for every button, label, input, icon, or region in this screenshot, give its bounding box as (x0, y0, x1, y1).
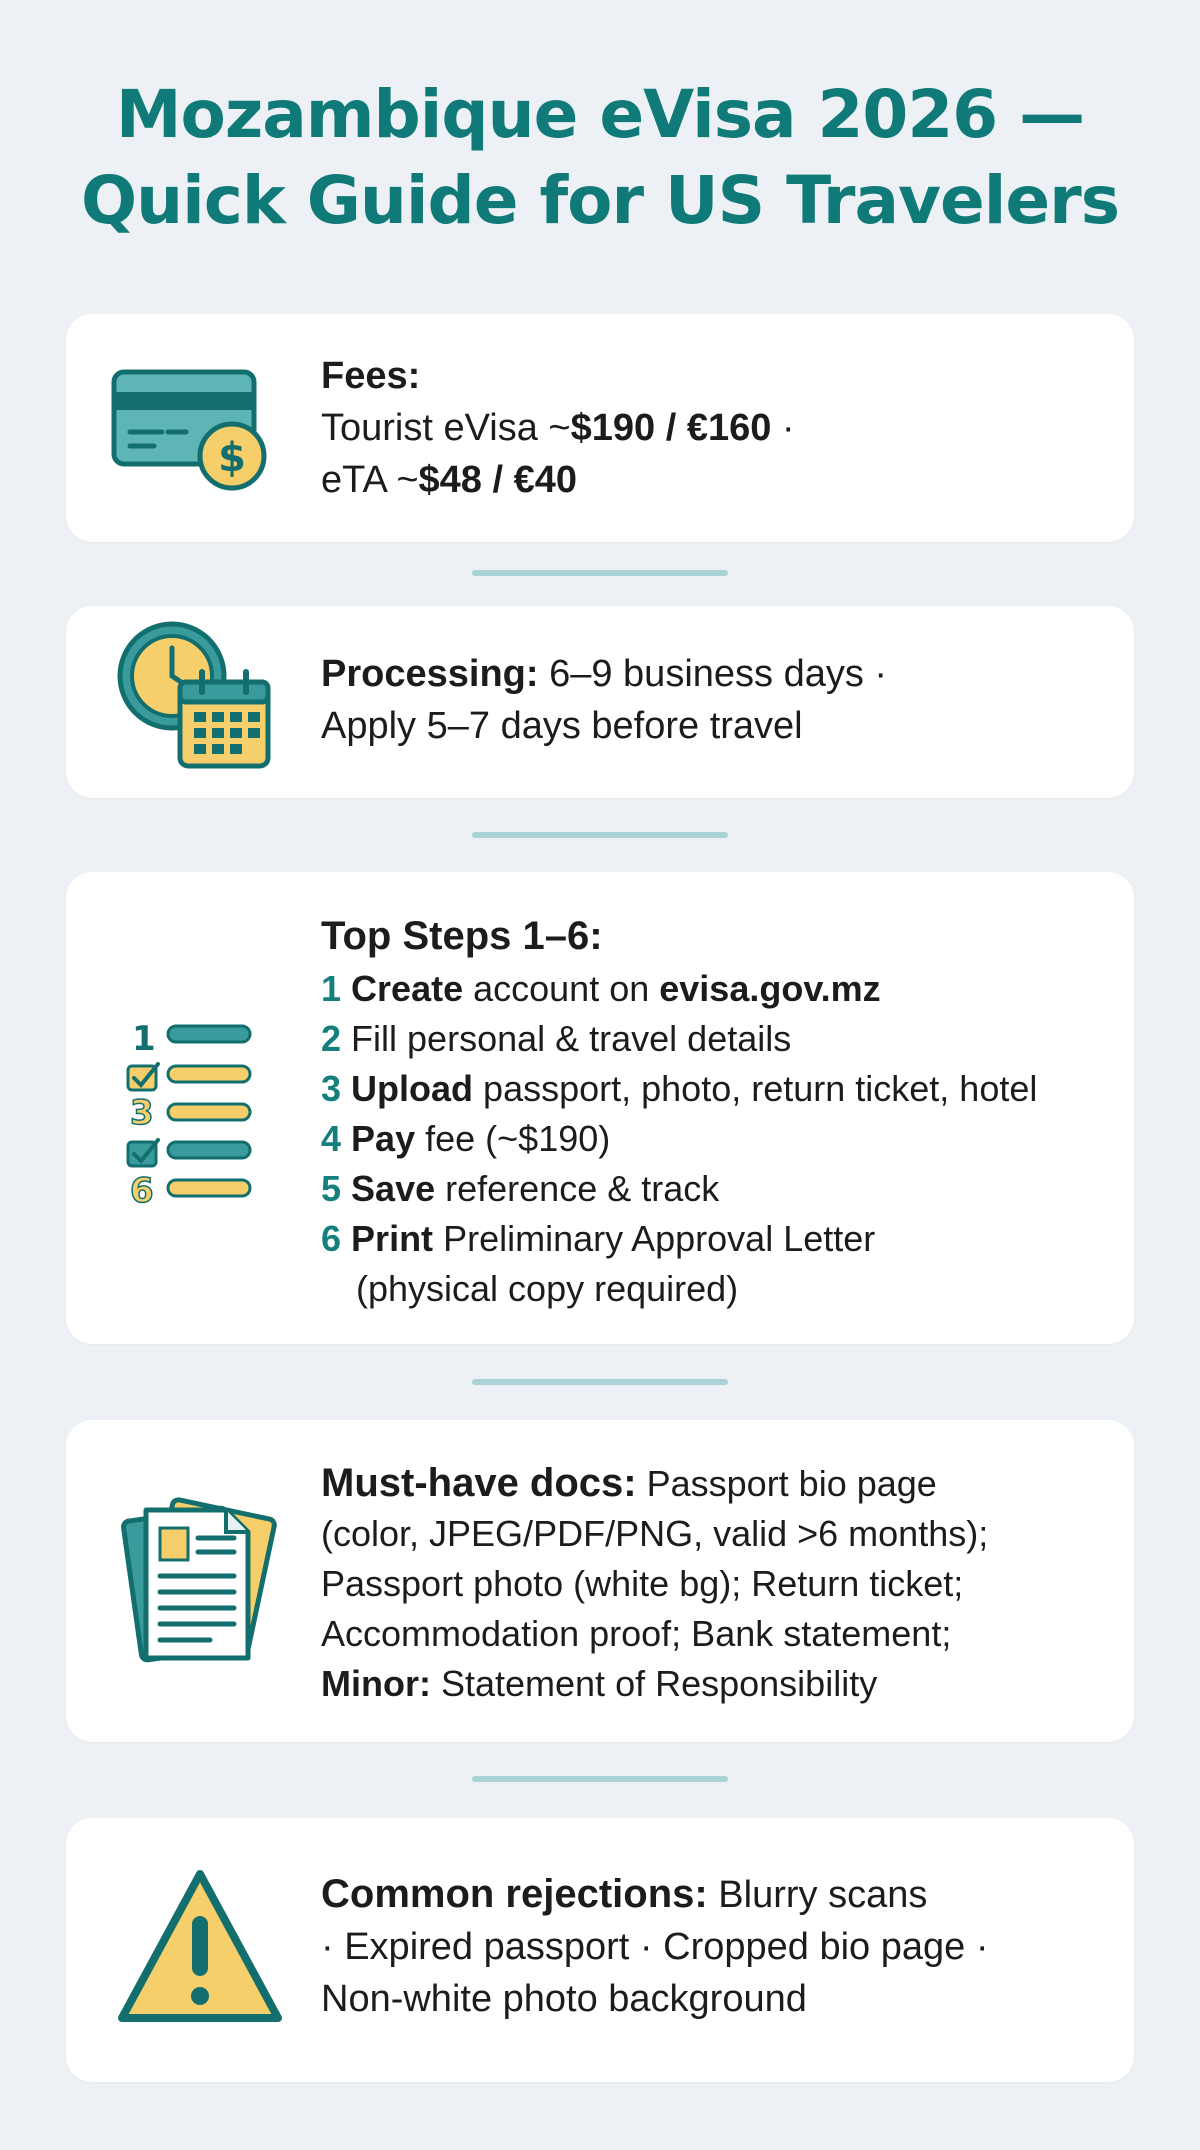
step-2 (321, 1014, 1114, 1064)
rejections-card (66, 1818, 1134, 2082)
step-number: 6 (321, 1218, 342, 1259)
divider (472, 1776, 728, 1782)
processing-heading: Processing: (321, 653, 539, 695)
warning-triangle-icon (110, 1860, 290, 2040)
fees-heading: Fees: (321, 355, 421, 397)
step-action: Print (351, 1218, 434, 1259)
credit-card-dollar-icon (110, 334, 290, 514)
svg-text:6: 6 (130, 1171, 154, 1211)
step-5 (321, 1164, 1114, 1214)
fees-separator: · (771, 407, 795, 449)
step-text: account on (463, 968, 660, 1009)
step-number: 5 (321, 1168, 342, 1209)
step-action: Upload (351, 1068, 474, 1109)
docs-minor-label: Minor: (321, 1663, 431, 1704)
step-number: 1 (321, 968, 342, 1009)
step-action: Create (351, 968, 464, 1009)
docs-accommodation-bank: Accommodation proof; Bank statement; (321, 1613, 952, 1654)
tourist-evisa-label: Tourist eVisa ~ (321, 407, 571, 449)
steps-heading: Top Steps 1–6: (321, 914, 603, 958)
processing-text (321, 648, 1114, 752)
docs-card (66, 1420, 1134, 1742)
rejection-expired-cropped: · Expired passport · Cropped bio page · (321, 1926, 989, 1968)
step-number: 2 (321, 1018, 342, 1059)
checklist-icon (110, 1008, 290, 1211)
step-6 (321, 1214, 1114, 1264)
svg-text:3: 3 (130, 1093, 154, 1133)
steps-list (321, 964, 1114, 1264)
rejection-blurry: Blurry scans (707, 1874, 928, 1916)
rejections-text (321, 1868, 1114, 2025)
docs-photo-ticket: Passport photo (white bg); Return ticket; (321, 1563, 964, 1604)
clock-calendar-icon (110, 612, 290, 792)
step-action: Pay (351, 1118, 416, 1159)
eta-label: eTA ~ (321, 459, 419, 501)
title-line-2: Quick Guide for US Travelers (80, 162, 1120, 239)
step-6-continuation: (physical copy required) (356, 1268, 739, 1309)
docs-text (321, 1458, 1114, 1709)
step-link-text: evisa.gov.mz (659, 968, 881, 1009)
title-line-1: Mozambique eVisa 2026 — (115, 76, 1085, 153)
step-number: 4 (321, 1118, 342, 1159)
svg-text:1: 1 (132, 1019, 156, 1059)
processing-duration: 6–9 business days · (538, 653, 888, 695)
rejection-photo-background: Non-white photo background (321, 1978, 807, 2020)
step-1 (321, 964, 1114, 1014)
documents-icon (110, 1490, 290, 1670)
step-text: Preliminary Approval Letter (433, 1218, 876, 1259)
divider (472, 1379, 728, 1385)
divider (472, 832, 728, 838)
svg-text:$: $ (218, 435, 246, 481)
divider (472, 570, 728, 576)
page-title (0, 72, 1200, 244)
step-text: fee (~$190) (415, 1118, 611, 1159)
step-text: Fill personal & travel details (351, 1018, 792, 1059)
step-action: Save (351, 1168, 436, 1209)
eta-fee: $48 / €40 (418, 459, 578, 501)
step-text: reference & track (435, 1168, 720, 1209)
processing-advice: Apply 5–7 days before travel (321, 705, 803, 747)
steps-text (321, 908, 1114, 1314)
rejections-heading: Common rejections: (321, 1872, 708, 1916)
docs-passport-requirements: (color, JPEG/PDF/PNG, valid >6 months); (321, 1513, 989, 1554)
step-4 (321, 1114, 1114, 1164)
docs-passport-bio: Passport bio page (636, 1463, 937, 1504)
tourist-evisa-fee: $190 / €160 (570, 407, 772, 449)
fees-text (321, 350, 1114, 506)
steps-card (66, 872, 1134, 1344)
step-3 (321, 1064, 1114, 1114)
fees-card (66, 314, 1134, 542)
docs-minor-text: Statement of Responsibility (430, 1663, 878, 1704)
step-number: 3 (321, 1068, 342, 1109)
docs-heading: Must-have docs: (321, 1461, 637, 1505)
processing-card (66, 606, 1134, 798)
step-text: passport, photo, return ticket, hotel (473, 1068, 1038, 1109)
